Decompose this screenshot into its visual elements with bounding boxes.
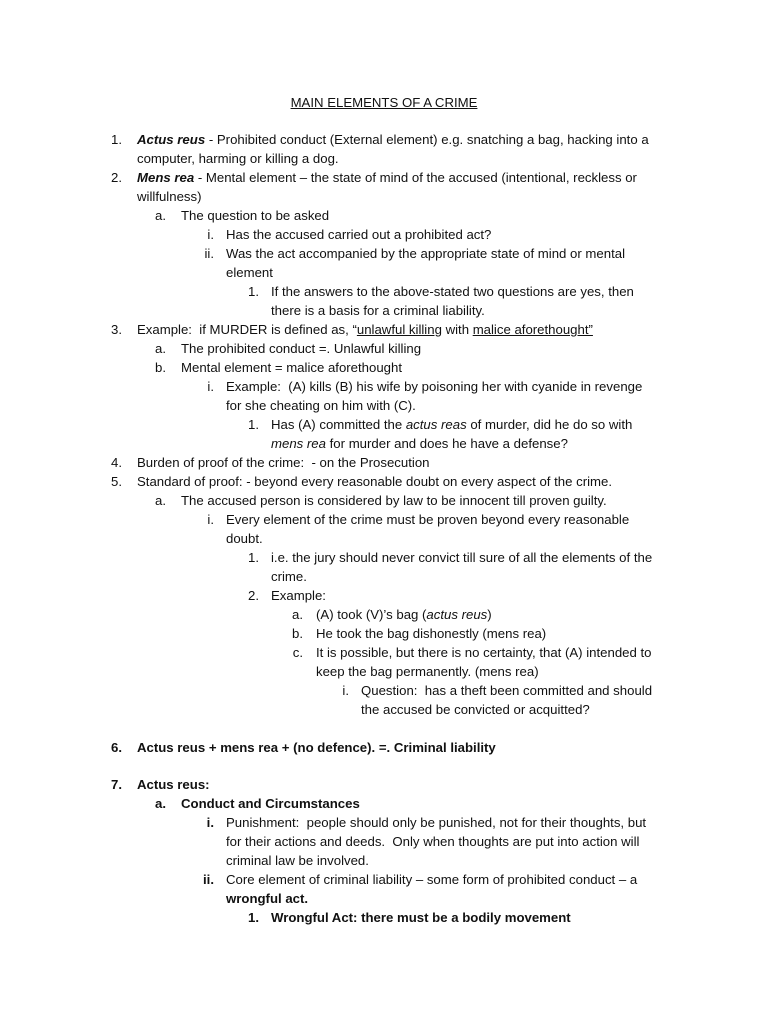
text-run: The prohibited conduct =. Unlawful killing: [181, 341, 422, 356]
list-marker: 1.: [248, 284, 259, 299]
text-run: Actus reus:: [137, 777, 210, 792]
list-marker: i.: [206, 815, 214, 830]
text-run: actus reus: [426, 607, 488, 622]
text-run: - Mental element – the state of mind of the accused (intentional, reckless or: [194, 170, 637, 185]
text-run: for murder and does he have a defense?: [325, 436, 568, 451]
line-text: [316, 625, 546, 643]
list-marker: ii.: [203, 872, 214, 887]
line-text: [137, 739, 496, 757]
line-text: [316, 606, 492, 624]
line-text: [316, 663, 539, 681]
list-marker: ii.: [204, 246, 214, 261]
text-run: - Prohibited conduct (External element) e.g. snatching a bag, hacking into a: [205, 132, 649, 147]
text-run: Has (A) committed the: [271, 417, 406, 432]
list-marker: 1.: [248, 417, 259, 432]
text-run: Question: has a theft been committed and should: [361, 683, 653, 698]
list-marker: b.: [155, 360, 166, 375]
line-text: [271, 283, 634, 301]
line-text: [226, 397, 416, 415]
text-run: Standard of proof: - beyond every reasonable doubt on every aspect of the crime.: [137, 474, 613, 489]
line-text: [137, 473, 612, 491]
text-run: Burden of proof of the crime: - on the Prosecution: [137, 455, 430, 470]
text-run: the accused be convicted or acquitted?: [361, 702, 590, 717]
line-text: [226, 378, 642, 396]
text-run: criminal law be involved.: [226, 853, 369, 868]
line-text: [137, 150, 339, 168]
line-text: [271, 587, 326, 605]
line-text: [361, 701, 590, 719]
text-run: unlawful killing: [356, 322, 442, 337]
list-marker: b.: [292, 626, 303, 641]
line-text: [271, 549, 652, 567]
line-text: [271, 568, 307, 586]
line-text: [137, 169, 637, 187]
line-text: [137, 131, 649, 149]
text-run: for their actions and deeds. Only when thoughts are put into action will: [226, 834, 640, 849]
line-text: [137, 321, 593, 339]
list-marker: i.: [207, 512, 214, 527]
text-run: Actus reus + mens rea + (no defence). =. Criminal liability: [137, 740, 496, 755]
text-run: Punishment: people should only be punished, not for their thoughts, but: [226, 815, 647, 830]
text-run: The question to be asked: [181, 208, 330, 223]
text-run: of murder, did he do so with: [466, 417, 633, 432]
line-text: [226, 833, 639, 851]
text-run: willfulness): [137, 189, 202, 204]
text-run: (A) took (V)’s bag (: [316, 607, 427, 622]
text-run: Actus reus: [137, 132, 206, 147]
line-text: [226, 530, 263, 548]
text-run: He took the bag dishonestly (mens rea): [316, 626, 547, 641]
list-marker: c.: [292, 645, 303, 660]
line-text: [226, 226, 491, 244]
text-run: actus reas: [405, 417, 467, 432]
line-text: [361, 682, 652, 700]
line-text: [316, 644, 651, 662]
text-run: Was the act accompanied by the appropriate state of mind or mental: [226, 246, 626, 261]
list-marker: 2.: [248, 588, 259, 603]
text-run: with: [441, 322, 473, 337]
text-run: i.e. the jury should never convict till sure of all the elements of the: [271, 550, 653, 565]
text-run: doubt.: [226, 531, 263, 546]
list-marker: a.: [155, 796, 166, 811]
list-marker: a.: [155, 208, 166, 223]
line-text: [271, 435, 568, 453]
text-run: there is a basis for a criminal liability.: [271, 303, 485, 318]
text-run: crime.: [271, 569, 307, 584]
text-run: Has the accused carried out a prohibited act?: [226, 227, 492, 242]
line-text: [226, 264, 273, 282]
list-marker: 7.: [111, 777, 122, 792]
list-marker: i.: [342, 683, 349, 698]
document-title: MAIN ELEMENTS OF A CRIME: [290, 95, 478, 110]
text-run: element: [226, 265, 273, 280]
line-text: [181, 359, 402, 377]
list-marker: 2.: [111, 170, 122, 185]
text-run: Example: (A) kills (B) his wife by poisoning her with cyanide in revenge: [226, 379, 643, 394]
list-marker: 5.: [111, 474, 122, 489]
line-text: [226, 890, 308, 908]
line-text: [226, 245, 625, 263]
list-marker: 1.: [111, 132, 122, 147]
list-marker: 1.: [248, 910, 259, 925]
line-text: [181, 795, 360, 813]
line-text: [226, 511, 629, 529]
line-text: [226, 852, 369, 870]
text-run: for she cheating on him with (C).: [226, 398, 416, 413]
list-marker: a.: [155, 493, 166, 508]
line-text: [271, 302, 485, 320]
line-text: [137, 776, 210, 794]
list-marker: 3.: [111, 322, 122, 337]
text-run: The accused person is considered by law to be innocent till proven guilty.: [181, 493, 607, 508]
text-run: Core element of criminal liability – some form of prohibited conduct – a: [226, 872, 638, 887]
line-text: [271, 416, 632, 434]
text-run: keep the bag permanently. (mens rea): [316, 664, 539, 679]
line-text: [181, 492, 607, 510]
text-run: Conduct and Circumstances: [181, 796, 360, 811]
list-marker: 6.: [111, 740, 122, 755]
text-run: If the answers to the above-stated two questions are yes, then: [271, 284, 634, 299]
text-run: Mental element = malice aforethought: [181, 360, 403, 375]
list-marker: a.: [155, 341, 166, 356]
line-text: [226, 814, 646, 832]
text-run: wrongful act.: [226, 891, 309, 906]
list-marker: i.: [207, 379, 214, 394]
text-run: Mens rea: [137, 170, 195, 185]
list-marker: a.: [292, 607, 303, 622]
text-run: Example:: [271, 588, 326, 603]
list-marker: 4.: [111, 455, 122, 470]
text-run: Wrongful Act: there must be a bodily movement: [271, 910, 571, 925]
text-run: malice aforethought”: [472, 322, 593, 337]
text-run: ): [487, 607, 492, 622]
line-text: [271, 909, 571, 927]
line-text: [226, 871, 637, 889]
text-run: Every element of the crime must be proven beyond every reasonable: [226, 512, 630, 527]
line-text: [137, 454, 429, 472]
line-text: [181, 340, 421, 358]
text-run: It is possible, but there is no certainty, that (A) intended to: [316, 645, 652, 660]
line-text: [181, 207, 329, 225]
text-run: computer, harming or killing a dog.: [137, 151, 339, 166]
text-run: mens rea: [271, 436, 326, 451]
text-run: Example: if MURDER is defined as, “: [137, 322, 357, 337]
list-marker: i.: [207, 227, 214, 242]
line-text: [137, 188, 202, 206]
list-marker: 1.: [248, 550, 259, 565]
